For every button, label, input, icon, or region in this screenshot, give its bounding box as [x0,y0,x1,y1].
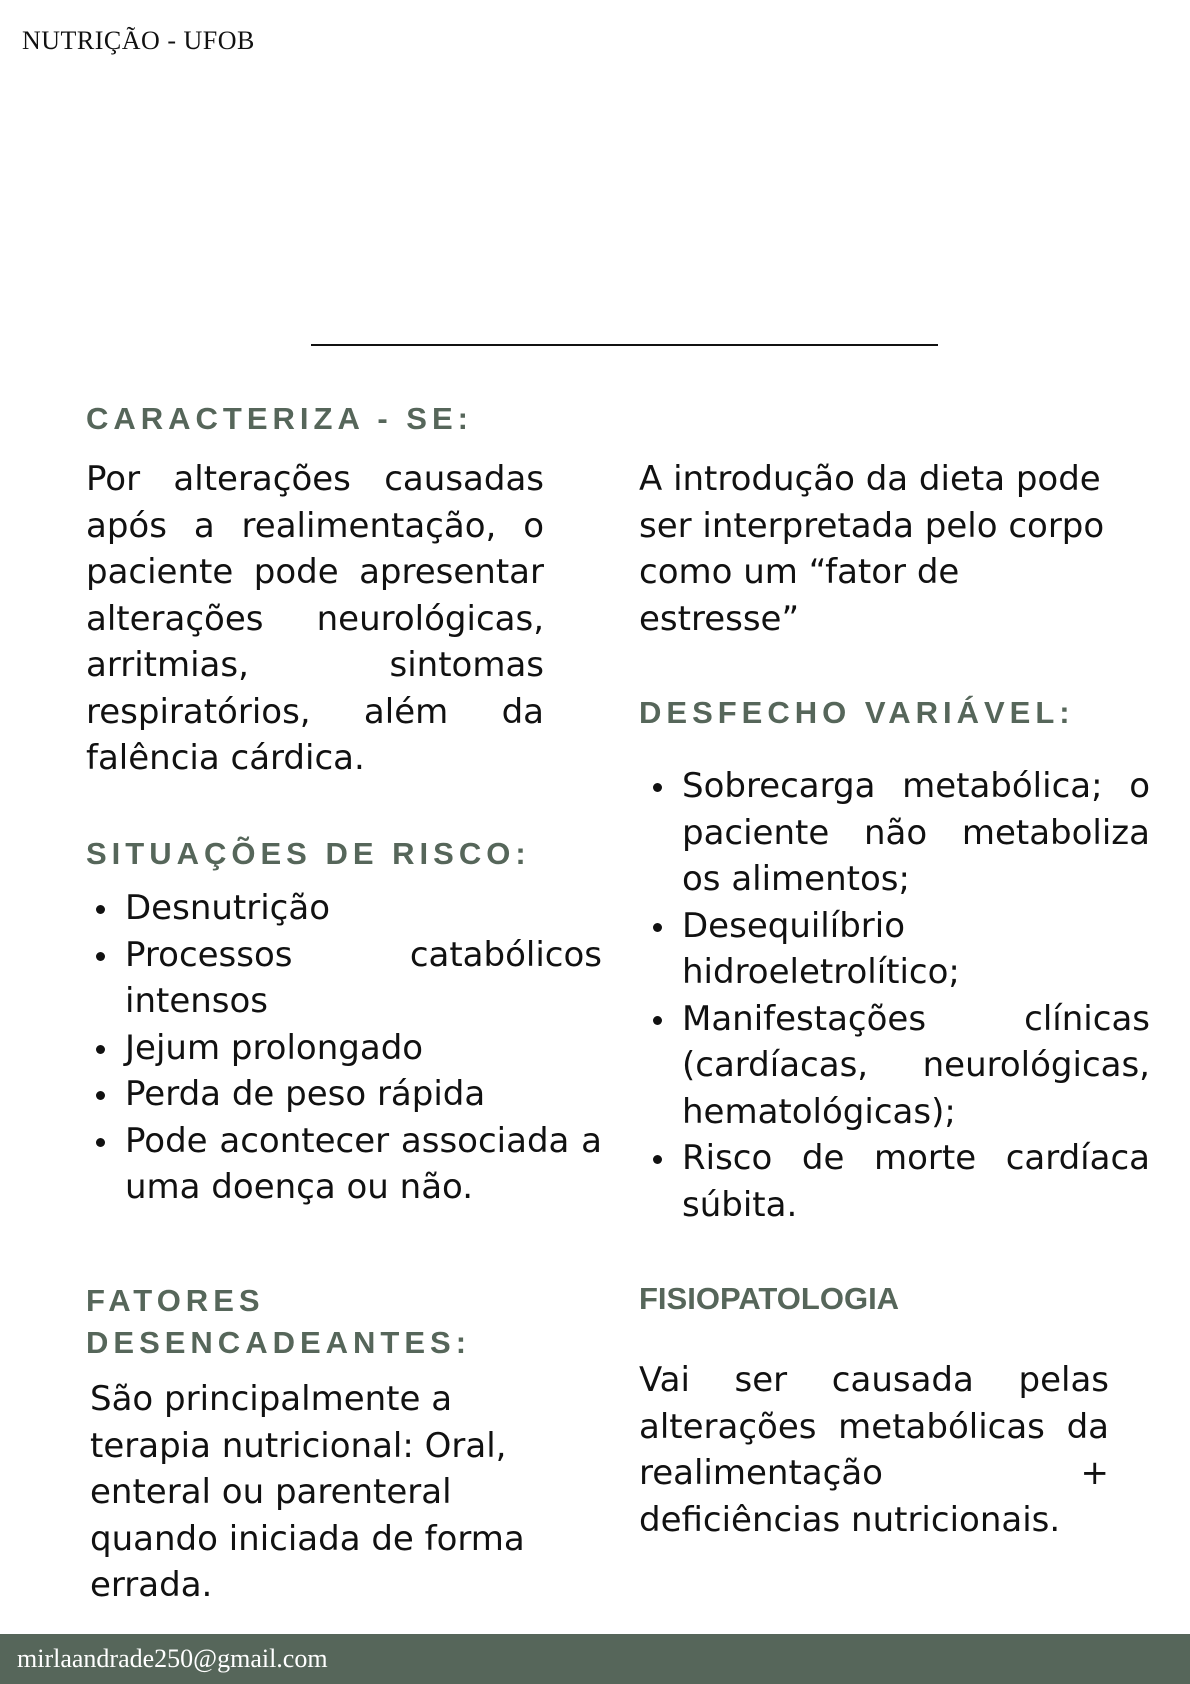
caracteriza-text: Por alterações causadas após a realimentação, o paciente pode apresentar alterações neurológicas, arritmias, sintomas respiratórios, além da falência cárdica. [86,459,544,778]
fatores-text: São principalmente a terapia nutricional: Oral, enteral ou parenteral quando iniciada de forma errada. [90,1379,525,1605]
list-item: Perda de peso rápida [125,1071,602,1118]
situacoes-heading: SITUAÇÕES DE RISCO: [86,836,531,871]
list-item: Desnutrição [125,885,602,932]
caracteriza-heading: CARACTERIZA - SE: [86,401,473,436]
situacoes-list [86,885,602,1211]
fatores-heading [86,1280,471,1364]
list-item: Jejum prolongado [125,1025,602,1072]
fatores-heading-line2: DESENCADEANTES: [86,1325,472,1360]
list-item: Manifestações clínicas (cardíacas, neurológicas, hematológicas); [682,996,1150,1136]
desfecho-heading: DESFECHO VARIÁVEL: [639,695,1075,730]
list-item: Sobrecarga metabólica; o paciente não metaboliza os alimentos; [682,763,1150,903]
list-item: Risco de morte cardíaca súbita. [682,1135,1150,1228]
document-header: NUTRIÇÃO - UFOB [22,26,255,55]
intro-text: A introdução da dieta pode ser interpretada pelo corpo como um “fator de estresse” [639,459,1105,639]
divider-line [311,344,938,346]
list-item: Desequilíbrio hidroeletrolítico; [682,903,1150,996]
fisiopatologia-text: Vai ser causada pelas alterações metabólicas da realimentação + deficiências nutricionais. [639,1360,1109,1540]
list-item: Pode acontecer associada a uma doença ou não. [125,1118,602,1211]
fisiopatologia-heading: FISIOPATOLOGIA [639,1281,900,1316]
footer-email: mirlaandrade250@gmail.com [17,1644,328,1673]
list-item: Processos catabólicos intensos [125,932,602,1025]
footer-bar [0,1634,1190,1684]
desfecho-list [643,763,1150,1228]
fatores-heading-line1: FATORES [86,1283,265,1318]
